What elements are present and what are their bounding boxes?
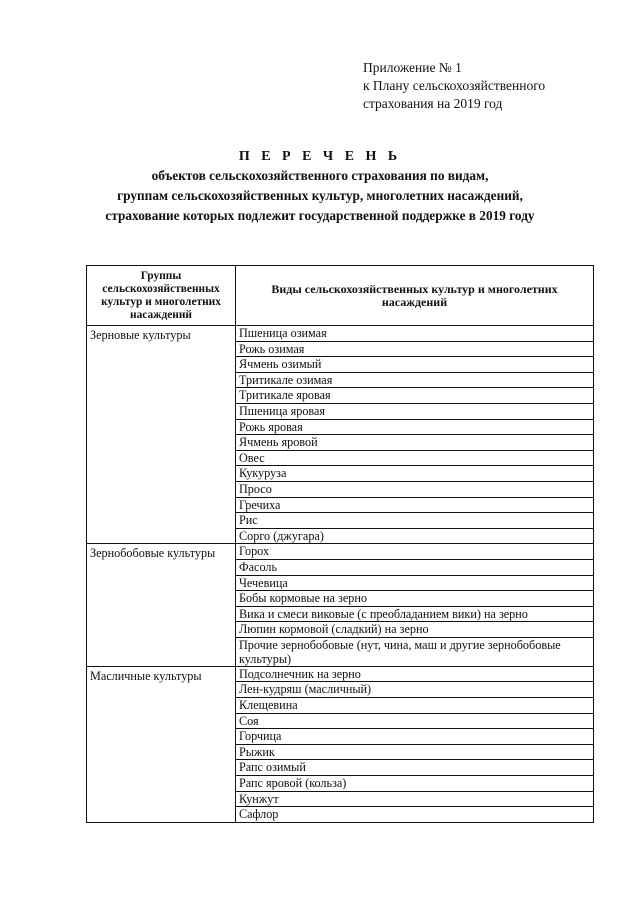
crop-type: Сафлор bbox=[236, 807, 594, 823]
crop-type: Вика и смеси виковые (с преобладанием вики) на зерно bbox=[236, 606, 594, 622]
crop-type: Рожь озимая bbox=[236, 341, 594, 357]
crop-type: Лен-кудряш (масличный) bbox=[236, 682, 594, 698]
document-title bbox=[0, 148, 640, 226]
crop-type: Рапс яровой (кольза) bbox=[236, 776, 594, 792]
crop-type: Рапс озимый bbox=[236, 760, 594, 776]
crop-type: Кунжут bbox=[236, 791, 594, 807]
table-row bbox=[87, 326, 594, 342]
crop-type: Прочие зернобобовые (нут, чина, маш и другие зернобобовые культуры) bbox=[236, 637, 594, 666]
crop-type: Люпин кормовой (сладкий) на зерно bbox=[236, 622, 594, 638]
crop-group-name: Зернобобовые культуры bbox=[87, 544, 236, 667]
crop-type: Ячмень озимый bbox=[236, 357, 594, 373]
crop-type: Соя bbox=[236, 713, 594, 729]
appendix-line-3: страхования на 2019 год bbox=[363, 96, 503, 111]
header-types: Виды сельскохозяйственных культур и многолетних насаждений bbox=[236, 266, 594, 326]
crop-type: Фасоль bbox=[236, 559, 594, 575]
appendix-line-2: к Плану сельскохозяйственного bbox=[363, 78, 546, 93]
appendix-line-1: Приложение № 1 bbox=[363, 60, 462, 75]
title-subtitle-line-2: группам сельскохозяйственных культур, многолетних насаждений, bbox=[117, 188, 523, 203]
table-body bbox=[87, 326, 594, 823]
crop-type: Сорго (джугара) bbox=[236, 528, 594, 544]
crop-type: Рис bbox=[236, 513, 594, 529]
crop-type: Горох bbox=[236, 544, 594, 560]
crop-type: Кукуруза bbox=[236, 466, 594, 482]
crop-type: Ячмень яровой bbox=[236, 435, 594, 451]
title-subtitle-line-1: объектов сельскохозяйственного страхования по видам, bbox=[151, 168, 489, 183]
crop-type: Овес bbox=[236, 450, 594, 466]
crop-group-name: Зерновые культуры bbox=[87, 326, 236, 544]
crop-type: Подсолнечник на зерно bbox=[236, 666, 594, 682]
crop-type: Клещевина bbox=[236, 698, 594, 714]
crops-table bbox=[86, 265, 594, 823]
crop-type: Пшеница озимая bbox=[236, 326, 594, 342]
table-row bbox=[87, 666, 594, 682]
crop-type: Просо bbox=[236, 481, 594, 497]
crop-type: Горчица bbox=[236, 729, 594, 745]
crop-type: Бобы кормовые на зерно bbox=[236, 591, 594, 607]
crop-type: Рожь яровая bbox=[236, 419, 594, 435]
crop-type: Рыжик bbox=[236, 744, 594, 760]
crop-type: Тритикале яровая bbox=[236, 388, 594, 404]
title-subtitle-line-3: страхование которых подлежит государственной поддержке в 2019 году bbox=[105, 208, 535, 223]
crop-type: Чечевица bbox=[236, 575, 594, 591]
table-row bbox=[87, 544, 594, 560]
crop-group-name: Масличные культуры bbox=[87, 666, 236, 822]
table-header-row bbox=[87, 266, 594, 326]
appendix-note bbox=[363, 59, 545, 113]
crop-type: Гречиха bbox=[236, 497, 594, 513]
crop-type: Пшеница яровая bbox=[236, 403, 594, 419]
crop-type: Тритикале озимая bbox=[236, 372, 594, 388]
title-main: П Е Р Е Ч Е Н Ь bbox=[238, 149, 402, 164]
header-groups: Группы сельскохозяйственных культур и многолетних насаждений bbox=[87, 266, 236, 326]
